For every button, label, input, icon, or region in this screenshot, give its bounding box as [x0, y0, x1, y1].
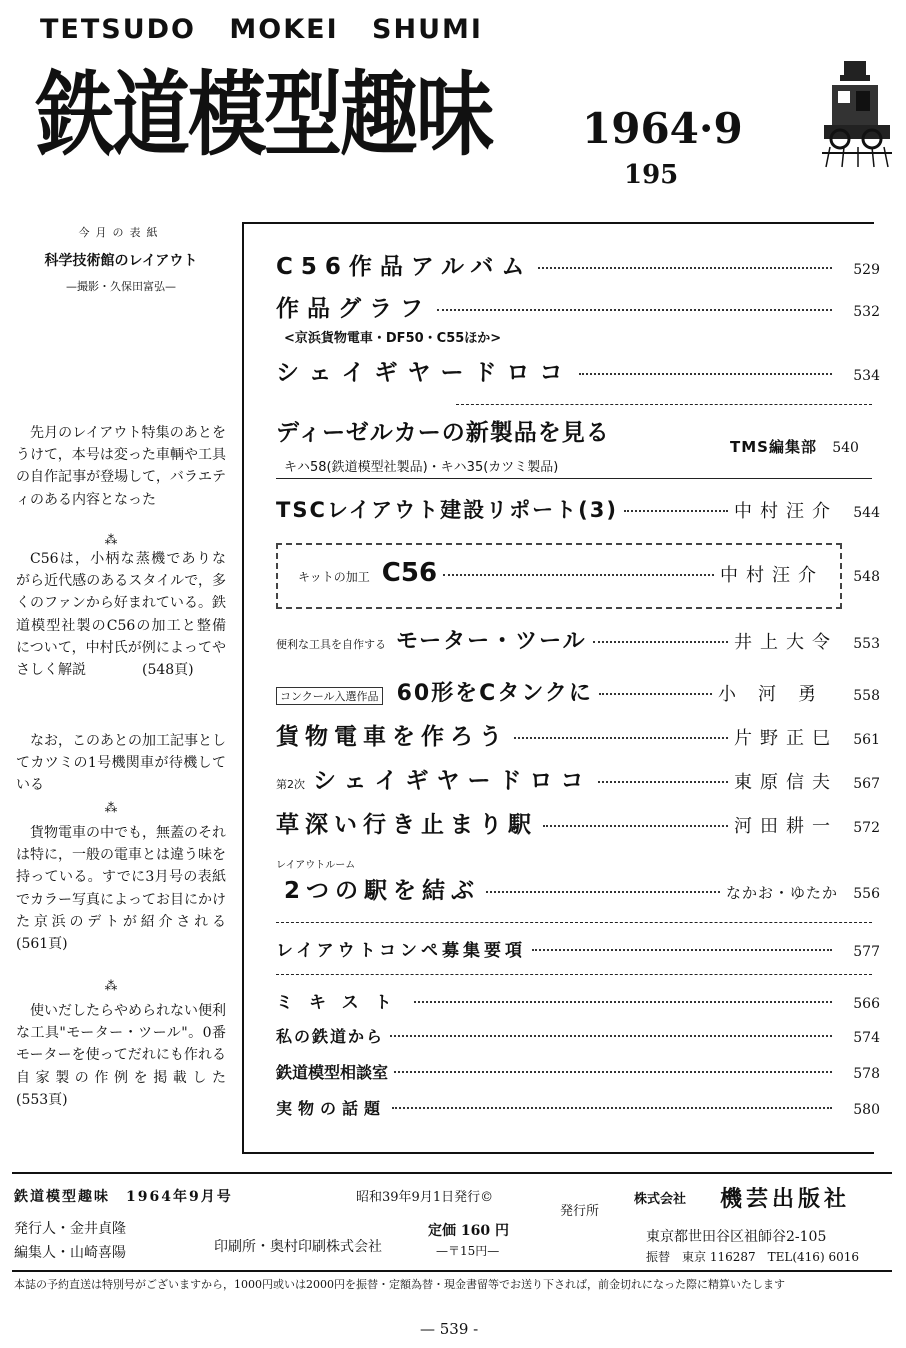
toc-entry[interactable] [276, 1096, 880, 1126]
entry-subtitle: キハ58(鉄道模型社製品)・キハ35(カツミ製品) [284, 460, 559, 475]
page-number: 580 [853, 1102, 880, 1118]
entry-prefix: 第2次 [276, 778, 305, 791]
page-number: 534 [853, 368, 880, 384]
entry-author: 片野正巳 [734, 728, 838, 749]
page-number: 572 [853, 820, 880, 836]
colophon-price: 定価 160 円 [428, 1223, 509, 1239]
colophon-address: 東京都世田谷区祖師谷2-105 [646, 1229, 827, 1245]
entry-author: 中村汪介 [720, 565, 824, 586]
colophon-printer: 印刷所・奥村印刷株式会社 [214, 1239, 382, 1255]
entry-subtitle: <京浜貨物電車・DF50・C55ほか> [284, 331, 502, 346]
page-number: 574 [853, 1030, 880, 1046]
entry-title: 2つの駅を結ぶ [284, 878, 481, 904]
colophon-account: 振替 東京 116287 TEL(416) 6016 [646, 1250, 859, 1264]
toc-entry[interactable] [276, 558, 880, 588]
editor-note: 使いだしたらやめられない便利な工具"モーター・ツール"。0番モーターを使ってだれにも作れる自家製の作例を掲載した (553頁) [16, 1003, 296, 1108]
editor-note: 貨物電車の中でも，無蓋のそれは特に，一般の電車とは違う味を持っている。すでに3月号の表紙でカラー写真によってお目にかけた京浜のデトが紹介される (561頁) [16, 825, 240, 953]
leader-dots [593, 641, 728, 643]
locomotive-icon [822, 55, 892, 170]
separator-icon: ⁂ [104, 801, 118, 816]
colophon-publisher-type: 株式会社 [634, 1192, 687, 1207]
leader-dots [598, 781, 728, 783]
divider [12, 1172, 892, 1174]
colophon-editor: 編集人・山崎喜陽 [14, 1245, 126, 1261]
entry-prefix: キットの加工 [298, 570, 370, 584]
entry-title: シェイギヤードロコ [313, 768, 592, 794]
romaji-title: TETSUDO MOKEI SHUMI [40, 14, 483, 45]
entry-title: TSCレイアウト建設リポート(3) [276, 498, 618, 522]
entry-author: 井上大令 [734, 632, 838, 653]
leader-dots [543, 825, 728, 827]
issue-date: 1964·9 [582, 104, 743, 153]
entry-title: ディーゼルカーの新製品を見る [276, 420, 610, 446]
page-number-footer: — 539 - [420, 1320, 479, 1338]
toc-entry[interactable] [276, 762, 880, 792]
page-number: 553 [853, 636, 880, 652]
leader-dots [624, 510, 728, 512]
entry-title: レイアウトコンペ募集要項 [276, 941, 526, 961]
toc-entry[interactable] [276, 494, 880, 524]
entry-title: 私の鉄道から [276, 1027, 385, 1046]
toc-entry[interactable] [276, 872, 880, 902]
entry-title: C56 [381, 558, 438, 588]
entry-title: 鉄道模型相談室 [276, 1063, 389, 1082]
toc-entry[interactable] [276, 676, 880, 706]
page-number: 578 [853, 1066, 880, 1082]
cover-title: 科学技術館のレイアウト [44, 253, 198, 269]
separator-icon: ⁂ [104, 533, 118, 548]
editor-note: なお，このあとの加工記事としてカツミの1号機関車が待機している [16, 733, 226, 794]
divider [12, 1270, 892, 1272]
entry-title: 草深い行き止まり駅 [276, 812, 537, 838]
toc-entry[interactable] [276, 718, 880, 748]
page-number: 577 [853, 944, 880, 960]
divider [276, 478, 872, 479]
toc-entry[interactable] [276, 1060, 880, 1090]
entry-prefix: レイアウトルーム [276, 860, 356, 871]
leader-dots [532, 949, 832, 951]
editor-note: 先月のレイアウト特集のあとをうけて，本号は変った車輌や工具の自作記事が登場して，バラエティのある内容となった [16, 425, 226, 508]
page-number: 558 [853, 688, 880, 704]
colophon-notice: 本誌の予約直送は特別号がございますから，1000円或いは2000円を振替・定額為替・現金書留等でお送り下されば，前金切れになった際に精算いたします [14, 1278, 785, 1291]
page-number: 566 [853, 996, 880, 1012]
divider [276, 922, 872, 923]
toc-entry-meta [730, 436, 880, 466]
page-number: 567 [853, 776, 880, 792]
leader-dots [394, 1071, 832, 1073]
colophon-postage: —〒15円— [436, 1244, 500, 1258]
colophon-issued: 昭和39年9月1日発行© [356, 1190, 494, 1205]
magazine-title: 鉄道模型趣味 [36, 62, 493, 170]
colophon-publisher: 機芸出版社 [720, 1186, 851, 1212]
toc-entry[interactable] [276, 988, 880, 1018]
page-number: 544 [853, 505, 880, 521]
leader-dots [414, 1001, 832, 1003]
entry-prefix: コンクール入選作品 [276, 687, 383, 705]
entry-author: 中村汪介 [734, 501, 838, 522]
entry-prefix: 便利な工具を自作する [276, 638, 386, 651]
cover-label: 今月の表紙 [78, 226, 164, 239]
leader-dots [390, 1035, 832, 1037]
divider [456, 404, 872, 405]
toc-entry[interactable] [276, 1024, 880, 1054]
toc-entry[interactable] [276, 248, 880, 278]
colophon-issuer: 発行人・金井貞隆 [14, 1221, 126, 1237]
leader-dots [514, 737, 728, 739]
entry-title: C56作品アルバム [276, 254, 533, 280]
toc-entry[interactable] [276, 290, 880, 320]
entry-author: なかお・ゆたか [725, 884, 838, 902]
colophon-magazine: 鉄道模型趣味 1964年9月号 [14, 1189, 233, 1205]
entry-author: TMS編集部 [730, 438, 817, 456]
entry-title: 作品グラフ [276, 296, 431, 322]
page-number: 532 [853, 304, 880, 320]
page-number: 548 [853, 569, 880, 585]
entry-author: 河田耕一 [734, 816, 838, 837]
leader-dots [538, 267, 832, 269]
editor-note: C56は，小柄な蒸機でありながら近代感のあるスタイルで，多くのファンから好まれている。鉄道模型社製のC56の加工と整備について，中村氏が例によってやさしく解説 (548頁) [16, 551, 226, 679]
toc-entry[interactable] [276, 936, 880, 966]
separator-icon: ⁂ [104, 979, 118, 994]
leader-dots [579, 373, 832, 375]
leader-dots [437, 309, 832, 311]
entry-title: 実物の話題 [276, 1099, 387, 1118]
issue-number: 195 [624, 160, 679, 190]
page-number: 540 [832, 440, 859, 456]
entry-title: シェイギヤードロコ [276, 360, 573, 386]
leader-dots [443, 574, 714, 576]
colophon-publisher-label: 発行所 [560, 1204, 600, 1219]
divider [276, 974, 872, 975]
leader-dots [486, 891, 720, 893]
page-number: 561 [853, 732, 880, 748]
toc-entry[interactable] [276, 624, 880, 654]
page-number: 556 [853, 886, 880, 902]
toc-entry[interactable] [276, 354, 880, 384]
page-number: 529 [853, 262, 880, 278]
leader-dots [392, 1107, 832, 1109]
cover-credit: —撮影・久保田富弘— [66, 280, 176, 293]
entry-author: 東原信夫 [734, 772, 838, 793]
toc-entry[interactable] [276, 806, 880, 836]
leader-dots [599, 693, 712, 695]
entry-author: 小河勇 [718, 684, 838, 705]
entry-title: モーター・ツール [396, 629, 587, 654]
entry-title: ミキスト [276, 993, 408, 1013]
entry-title: 60形をCタンクに [396, 681, 593, 706]
entry-title: 貨物電車を作ろう [276, 724, 508, 750]
